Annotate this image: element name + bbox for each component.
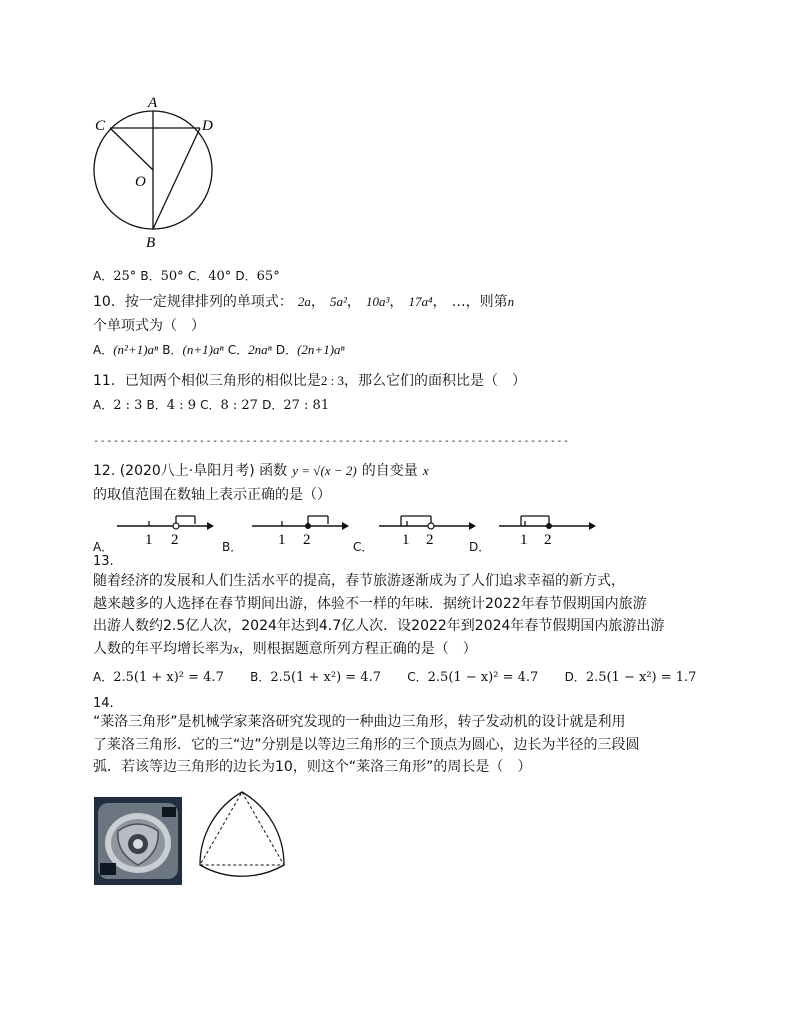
- q11-option-a-letter: A．: [93, 398, 114, 412]
- number-line-b: [250, 508, 350, 550]
- q11-stem-text-1: 11．已知两个相似三角形的相似比是: [93, 373, 321, 389]
- tick-label-2: 2: [426, 532, 434, 548]
- q11-option-a-value: 2 : 3: [113, 398, 143, 413]
- tick-label-2: 2: [303, 532, 311, 548]
- q13-line-1: 随着经济的发展和人们生活水平的提高，春节旅游逐渐成为了人们追求幸福的新方式，: [93, 573, 625, 589]
- dashed-divider: ------------------------------------------------------------------------: [93, 436, 570, 447]
- q13-option-d-value: 2.5(1 − x²) = 1.7: [585, 670, 697, 685]
- q11-option-c-letter: C．: [200, 398, 221, 412]
- q11-option-b-letter: B．: [146, 398, 167, 412]
- q13-paragraph: [93, 570, 664, 660]
- q12-option-c-letter: C．: [353, 540, 374, 554]
- q12-function: y = √(x − 2): [292, 463, 357, 478]
- tick-label-2: 2: [171, 532, 179, 548]
- q14-line-2: 了莱洛三角形．它的三“边”分别是以等边三角形的三个顶点为圆心，边长为半径的三段圆: [93, 736, 640, 753]
- q11-options: [93, 396, 329, 413]
- q9-option-c-value: 40°: [208, 269, 232, 284]
- q10-term-3: 10a³: [366, 294, 390, 309]
- q11-option-d-value: 27 : 81: [283, 398, 330, 413]
- q10-stem-line1: 10．按一定规律排列的单项式： 2a， 5a²， 10a³， 17a⁴， …，则第n: [93, 294, 515, 310]
- tick-label-1: 1: [145, 532, 153, 548]
- q9-option-b-value: 50°: [160, 269, 184, 284]
- q10-option-c-letter: C．: [227, 343, 249, 357]
- q10-n: n: [507, 294, 515, 309]
- tick-label-1: 1: [520, 532, 528, 548]
- q13-line-2: 越来越多的人选择在春节期间出游，体验不一样的年味．据统计2022年春节假期国内旅游: [93, 595, 647, 612]
- q10-term-4: 17a⁴: [408, 294, 433, 309]
- q9-option-b-letter: B．: [140, 269, 161, 283]
- reuleaux-triangle-figure: [192, 787, 292, 887]
- q12-option-d-letter: D．: [469, 540, 491, 554]
- q10-stem-line2: 个单项式为（ ）: [93, 318, 205, 334]
- q12-stem-line1: [93, 460, 429, 480]
- q12-variable: x: [422, 463, 429, 478]
- q13-option-c-letter: C．: [407, 670, 428, 684]
- q10-option-a-letter: A．: [93, 343, 114, 357]
- q13-number: 13.: [93, 554, 114, 569]
- label-o: O: [135, 174, 146, 190]
- q13-option-b-value: 2.5(1 + x²) = 4.7: [270, 670, 381, 685]
- q9-option-c-letter: C．: [187, 269, 209, 283]
- q9-option-a-value: 25°: [113, 269, 137, 284]
- label-b: B: [146, 235, 156, 251]
- q13-option-a-value: 2.5(1 + x)² = 4.7: [113, 670, 224, 685]
- q14-line-3: 弧．若该等边三角形的边长为10，则这个“莱洛三角形”的周长是（ ）: [93, 759, 532, 775]
- radius-co: [110, 128, 153, 170]
- q14-paragraph: [93, 711, 640, 779]
- number-line-a: [115, 508, 215, 550]
- q11-option-b-value: 4 : 9: [166, 398, 196, 413]
- q11-option-c-value: 8 : 27: [220, 398, 258, 413]
- q10-option-b-value: (n+1)aⁿ: [182, 342, 224, 357]
- q10-term-2: 5a²: [330, 294, 347, 309]
- q13-option-b-letter: B．: [250, 670, 271, 684]
- q11-option-d-letter: D．: [262, 398, 284, 412]
- q13-line-4-text-1: 人数的年平均增长率为: [93, 640, 233, 657]
- q10-ellipsis: …，则第: [451, 294, 508, 310]
- inner-equilateral-triangle: [200, 792, 284, 865]
- reuleaux-outline: [200, 792, 284, 876]
- q13-option-d-letter: D．: [564, 670, 586, 684]
- q10-option-c-value: 2naⁿ: [248, 342, 272, 357]
- q14-number: 14.: [93, 696, 114, 711]
- q11-ratio: 2 : 3: [320, 373, 344, 388]
- q11-stem-text-2: ，那么它们的面积比是（ ）: [343, 373, 526, 389]
- rotary-engine-illustration: [94, 797, 182, 885]
- q13-line-4-text-2: ，则根据题意所列方程正确的是（ ）: [238, 640, 477, 657]
- q10-term-1: 2a: [297, 294, 311, 309]
- rotary-engine-photo: [94, 797, 182, 885]
- circle-figure: [86, 90, 222, 250]
- q12-option-a-letter: A．: [93, 540, 114, 554]
- q10-option-a-value: (n²+1)aⁿ: [113, 342, 159, 357]
- q14-line-1: “莱洛三角形”是机械学家莱洛研究发现的一种曲边三角形，转子发动机的设计就是利用: [93, 714, 626, 730]
- number-line-d: [497, 508, 597, 550]
- q12-option-b-letter: B．: [222, 540, 243, 554]
- number-line-c: [377, 508, 477, 550]
- label-c: C: [95, 118, 106, 134]
- q13-option-a-letter: A．: [93, 670, 114, 684]
- q13-variable: x: [233, 640, 239, 656]
- q12-stem-text-1: 12. (2020八上·阜阳月考) 函数: [93, 463, 288, 479]
- q9-options: [93, 267, 280, 284]
- q10-option-d-value: (2n+1)aⁿ: [297, 342, 345, 357]
- label-a: A: [148, 95, 158, 111]
- label-d: D: [202, 118, 213, 134]
- q13-options: [93, 668, 696, 685]
- q11-stem: [93, 370, 526, 390]
- tick-label-1: 1: [278, 532, 286, 548]
- q9-option-a-letter: A．: [93, 269, 114, 283]
- q10-stem-text: 10．按一定规律排列的单项式：: [93, 294, 293, 310]
- tick-label-1: 1: [402, 532, 410, 548]
- q9-option-d-letter: D．: [235, 269, 257, 283]
- q10-option-d-letter: D．: [275, 343, 298, 357]
- q10-options: [93, 341, 345, 358]
- q10-option-b-letter: B．: [162, 343, 183, 357]
- q12-stem-text-2: 的自变量: [361, 463, 418, 479]
- tick-label-2: 2: [544, 532, 552, 548]
- q12-stem-line2: 的取值范围在数轴上表示正确的是（）: [93, 487, 331, 503]
- q13-option-c-value: 2.5(1 − x)² = 4.7: [427, 670, 539, 685]
- q13-line-3: 出游人数约2.5亿人次，2024年达到4.7亿人次．设2022年到2024年春节假期国内旅游出游: [93, 618, 665, 634]
- q13-line-4: [93, 638, 664, 661]
- q9-option-d-value: 65°: [256, 269, 280, 284]
